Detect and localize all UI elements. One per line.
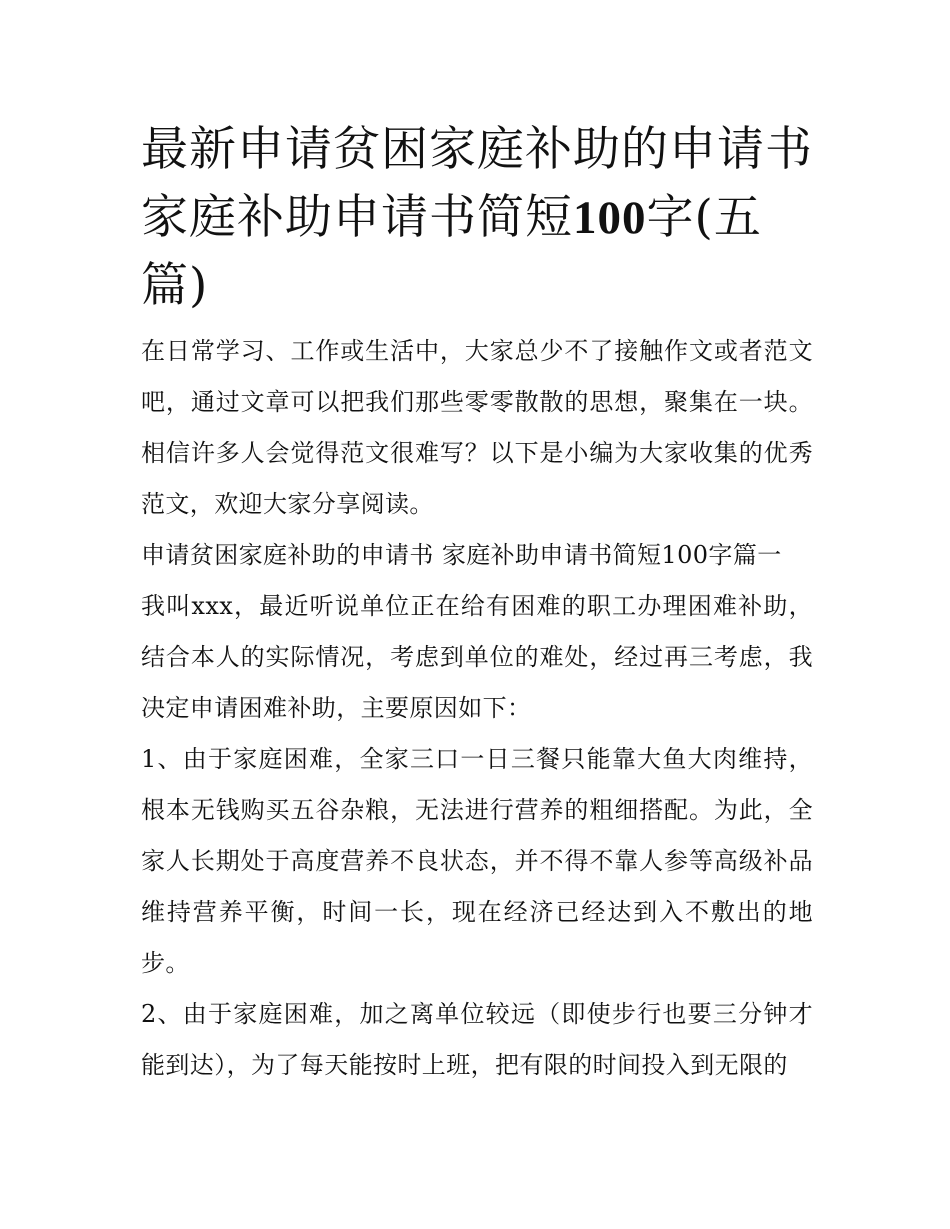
title-text-part2: 字(五篇) xyxy=(141,190,762,313)
section-heading: 申请贫困家庭补助的申请书 家庭补助申请书简短100字篇一 xyxy=(141,541,782,569)
intro-paragraph: 在日常学习、工作或生活中，大家总少不了接触作文或者范文吧，通过文章可以把我们那些零零散散的思想，聚集在一块。相信许多人会觉得范文很难写？以下是小编为大家收集的优秀范文，欢迎大家分享阅读。 xyxy=(141,337,813,518)
reason-paragraph-1: 1、由于家庭困难，全家三口一日三餐只能靠大鱼大肉维持，根本无钱购买五谷杂粮，无法进行营养的粗细搭配。为此，全家人长期处于高度营养不良状态，并不得不靠人参等高级补品维持营养平衡，时间一长，现在经济已经达到入不敷出的地步。 xyxy=(141,745,813,977)
opening-paragraph: 我叫xxx，最近听说单位正在给有困难的职工办理困难补助，结合本人的实际情况，考虑到单位的难处，经过再三考虑，我决定申请困难补助，主要原因如下： xyxy=(141,592,813,722)
document-title xyxy=(141,116,813,320)
reason-paragraph-2: 2、由于家庭困难，加之离单位较远（即使步行也要三分钟才能到达），为了每天能按时上班，把有限的时间投入到无限的 xyxy=(141,1000,813,1079)
title-number: 100 xyxy=(573,192,647,244)
title-text-part1: 最新申请贫困家庭补助的申请书 家庭补助申请书简短 xyxy=(141,122,813,245)
document-page xyxy=(141,116,813,1091)
